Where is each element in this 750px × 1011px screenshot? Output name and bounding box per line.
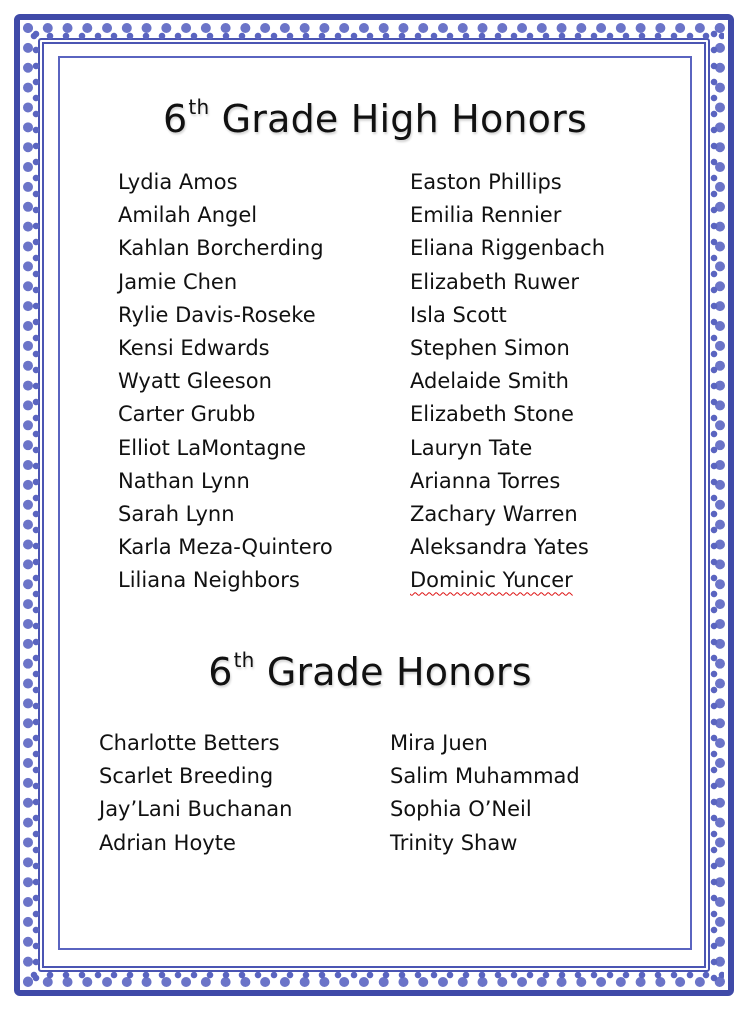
list-item: Sophia O’Neil (390, 797, 532, 822)
high-honors-right-list (410, 166, 605, 597)
list-item: Nathan Lynn (118, 468, 250, 493)
high-honors-title (0, 95, 750, 141)
list-item: Zachary Warren (410, 501, 578, 526)
list-item: Liliana Neighbors (118, 568, 300, 593)
list-item: Elizabeth Ruwer (410, 269, 579, 294)
list-item: Emilia Rennier (410, 203, 562, 228)
list-item: Charlotte Betters (99, 731, 280, 755)
list-item: Sarah Lynn (118, 501, 235, 526)
list-item: Scarlet Breeding (99, 764, 274, 789)
honors-left-list (99, 727, 292, 860)
title-text: Grade Honors (266, 650, 532, 694)
list-item: Trinity Shaw (390, 830, 518, 855)
list-item: Kensi Edwards (118, 335, 270, 360)
list-item: Adelaide Smith (410, 369, 569, 394)
high-honors-left-list (118, 166, 333, 597)
list-item: Rylie Davis-Roseke (118, 302, 316, 327)
list-item: Wyatt Gleeson (118, 369, 272, 394)
list-item: Amilah Angel (118, 203, 258, 228)
list-item: Carter Grubb (118, 402, 256, 427)
list-item: Karla Meza-Quintero (118, 535, 333, 560)
list-item: Dominic Yuncer (410, 568, 573, 593)
list-item: Aleksandra Yates (410, 535, 589, 560)
list-item: Stephen Simon (410, 335, 570, 360)
honors-title (0, 648, 740, 694)
list-item: Jamie Chen (118, 269, 238, 294)
title-grade: 6 (163, 97, 188, 141)
list-item: Lauryn Tate (410, 435, 533, 460)
list-item: Jay’Lani Buchanan (99, 797, 293, 822)
list-item: Lydia Amos (118, 170, 238, 194)
list-item: Adrian Hoyte (99, 830, 236, 855)
list-item: Eliana Riggenbach (410, 236, 606, 261)
list-item: Elliot LaMontagne (118, 435, 307, 460)
title-suffix: th (233, 648, 255, 672)
list-item: Arianna Torres (410, 468, 561, 493)
title-suffix: th (188, 95, 210, 119)
honors-right-list (390, 727, 580, 860)
list-item: Kahlan Borcherding (118, 236, 324, 261)
title-grade: 6 (208, 650, 233, 694)
list-item: Mira Juen (390, 731, 488, 755)
list-item: Isla Scott (410, 302, 507, 327)
title-text: Grade High Honors (221, 97, 587, 141)
list-item: Salim Muhammad (390, 764, 580, 789)
list-item: Elizabeth Stone (410, 402, 574, 427)
list-item: Easton Phillips (410, 170, 562, 194)
